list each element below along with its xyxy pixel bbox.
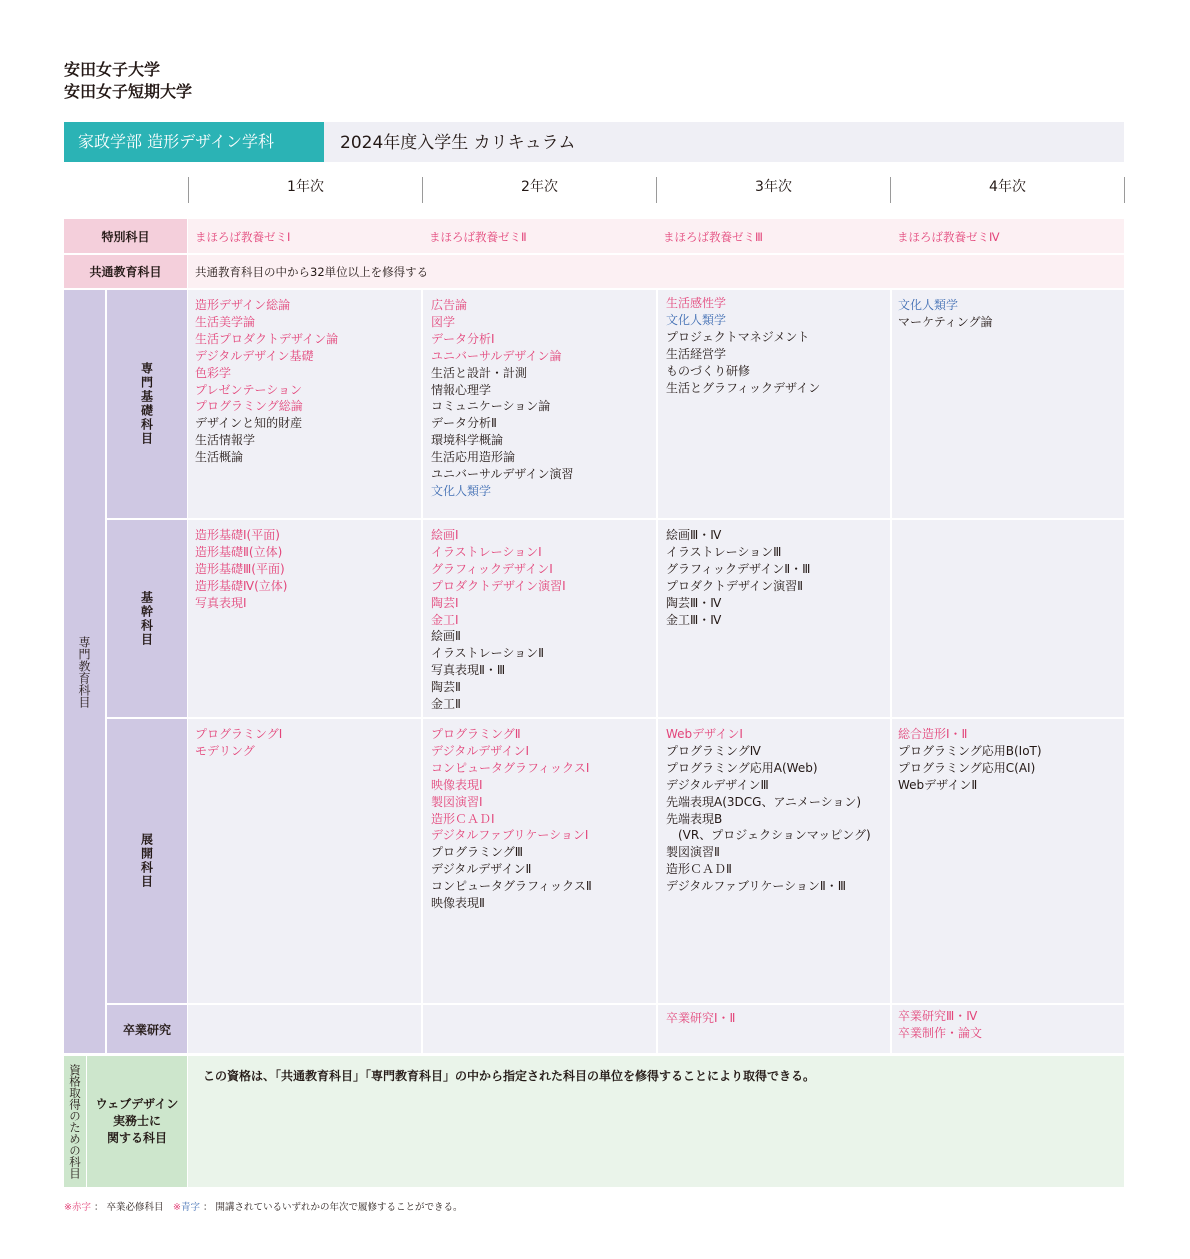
- subject-item: 生活概論: [195, 450, 244, 465]
- year-header-2: 2年次: [521, 179, 558, 195]
- subject-item: 映像表現Ⅰ: [431, 777, 483, 792]
- subject-list: [898, 726, 1124, 794]
- subject-item: プログラミング総論: [195, 399, 303, 414]
- subject-item: デジタルデザイン基礎: [195, 348, 314, 363]
- blue-note-word: 青字: [181, 1202, 201, 1213]
- subject-item: プログラミングⅢ: [431, 845, 524, 860]
- subject-item: 卒業制作・論文: [898, 1025, 983, 1040]
- special-subjects-row: [188, 219, 1124, 253]
- common-education-row: [188, 255, 1124, 288]
- subject-list: [431, 527, 656, 713]
- common-education-label: 共通教育科目: [64, 255, 187, 288]
- red-note-desc: ： 卒業必修科目: [90, 1202, 174, 1213]
- title-bar: [64, 122, 1124, 162]
- curriculum-title: 2024年度入学生 カリキュラム: [340, 133, 576, 153]
- subject-item: 環境科学概論: [431, 433, 504, 448]
- subject-item: コミュニケーション論: [431, 399, 551, 414]
- subject-item: 先端表現B: [666, 811, 723, 826]
- basic-specialized-y2-cell: [423, 290, 656, 518]
- university-name: 安田女子大学: [64, 60, 161, 79]
- graduation-research-label: 卒業研究: [107, 1005, 187, 1053]
- subject-item: 先端表現A(3DCG、アニメーション): [666, 794, 862, 809]
- subject-item: 絵画Ⅲ・Ⅳ: [666, 528, 722, 542]
- subject-item: デジタルファブリケーションⅠ: [431, 828, 589, 843]
- subject-item: プログラミングⅡ: [431, 727, 521, 741]
- applied-subjects-y1-cell: [188, 719, 421, 1003]
- subject-list: [195, 726, 421, 760]
- subject-item: 絵画Ⅰ: [431, 528, 459, 542]
- subject-item: データ分析Ⅰ: [431, 331, 495, 346]
- subject-item: 陶芸Ⅱ: [431, 680, 461, 695]
- subject-item: グラフィックデザインⅠ: [431, 561, 553, 576]
- subject-item: イラストレーションⅢ: [666, 544, 782, 559]
- basic-specialized-label: 専門基礎科目: [107, 290, 187, 518]
- subject-item: 生活とグラフィックデザイン: [666, 380, 821, 395]
- subject-item: マーケティング論: [898, 314, 993, 329]
- department-label: 家政学部 造形デザイン学科: [64, 122, 324, 162]
- subject-item: 卒業研究Ⅰ・Ⅱ: [666, 1011, 736, 1025]
- applied-subjects-y3-cell: [658, 719, 890, 1003]
- subject-item: 絵画Ⅱ: [431, 629, 461, 644]
- subject-list: [898, 297, 1124, 331]
- subject-item: 色彩学: [195, 365, 232, 380]
- subject-item: 造形基礎Ⅲ(平面): [195, 561, 285, 576]
- subject-item: コンピュータグラフィックスⅡ: [431, 879, 592, 894]
- applied-subjects-label: 展開科目: [107, 719, 187, 1003]
- qualification-text: この資格は、「共通教育科目」「専門教育科目」の中から指定された科目の単位を修得することにより取得できる。: [203, 1069, 816, 1083]
- subject-item: 映像表現Ⅱ: [431, 896, 485, 911]
- subject-item: 生活と設計・計測: [431, 365, 528, 380]
- subject-item: 写真表現Ⅱ・Ⅲ: [431, 663, 506, 678]
- subject-item: モデリング: [195, 743, 255, 758]
- special-subject-y4: まほろば教養ゼミⅣ: [897, 230, 1000, 244]
- qualification-label-cell: [87, 1056, 187, 1187]
- subject-item: 生活プロダクトデザイン論: [195, 331, 339, 346]
- legend-footnote: [64, 1199, 463, 1213]
- subject-item: 生活経営学: [666, 346, 727, 361]
- subject-item: 製図演習Ⅱ: [666, 845, 720, 860]
- applied-subjects-y2-cell: [423, 719, 656, 1003]
- subject-item: (VR、プロジェクションマッピング): [666, 828, 871, 843]
- core-subjects-y3-cell: [658, 520, 890, 717]
- subject-item: デジタルデザインⅢ: [666, 777, 769, 792]
- specialized-education-label: 専門教育科目: [64, 290, 105, 1053]
- subject-item: プロダクトデザイン演習Ⅱ: [666, 578, 804, 593]
- subject-item: イラストレーションⅡ: [431, 646, 545, 661]
- subject-item: プログラミング応用B(IoT): [898, 743, 1042, 758]
- subject-item: プログラミングⅠ: [195, 727, 283, 741]
- subject-item: 造形基礎Ⅰ(平面): [195, 528, 280, 542]
- special-subjects-label: 特別科目: [64, 219, 187, 253]
- subject-list: [431, 297, 656, 500]
- subject-item: 図学: [431, 314, 456, 329]
- subject-item: データ分析Ⅱ: [431, 416, 497, 431]
- college-name: 安田女子短期大学: [64, 82, 193, 101]
- subject-item: プログラミング応用C(AI): [898, 760, 1036, 775]
- special-subject-y2: まほろば教養ゼミⅡ: [429, 230, 527, 244]
- subject-item: 金工Ⅱ: [431, 697, 461, 712]
- subject-item: 陶芸Ⅰ: [431, 595, 459, 610]
- basic-specialized-y4-cell: [892, 290, 1124, 518]
- subject-item: 文化人類学: [431, 483, 492, 498]
- year-divider: [1124, 177, 1125, 203]
- subject-list: [431, 726, 656, 912]
- subject-item: ユニバーサルデザイン論: [431, 348, 562, 363]
- graduation-y4-cell: [892, 1005, 1124, 1053]
- red-note-prefix: ※: [64, 1202, 72, 1213]
- subject-item: ユニバーサルデザイン演習: [431, 467, 574, 482]
- core-subjects-y2-cell: [423, 520, 656, 717]
- subject-item: 総合造形Ⅰ・Ⅱ: [898, 727, 968, 741]
- subject-list: [666, 527, 890, 628]
- subject-item: プレゼンテーション: [195, 382, 303, 397]
- subject-item: 造形ＣＡＤⅡ: [666, 862, 732, 877]
- subject-item: コンピュータグラフィックスⅠ: [431, 760, 590, 775]
- qualification-outer-label: 資格取得のための科目: [64, 1056, 86, 1187]
- subject-item: デザインと知的財産: [195, 416, 303, 431]
- subject-item: グラフィックデザインⅡ・Ⅲ: [666, 561, 811, 576]
- subject-item: 造形基礎Ⅳ(立体): [195, 578, 288, 593]
- subject-item: デジタルデザインⅠ: [431, 743, 529, 758]
- subject-list: [898, 1008, 1124, 1042]
- subject-item: WebデザインⅡ: [898, 777, 978, 792]
- red-note-word: 赤字: [71, 1202, 91, 1213]
- subject-item: プログラミングⅣ: [666, 743, 761, 758]
- subject-item: 製図演習Ⅰ: [431, 794, 483, 809]
- subject-item: 金工Ⅲ・Ⅳ: [666, 612, 722, 627]
- common-education-text: 共通教育科目の中から32単位以上を修得する: [195, 265, 429, 279]
- subject-list: [666, 295, 890, 396]
- subject-list: [666, 726, 890, 895]
- special-subject-y1: まほろば教養ゼミⅠ: [195, 230, 291, 244]
- subject-item: 造形デザイン総論: [195, 298, 291, 312]
- subject-item: プログラミング応用A(Web): [666, 760, 818, 775]
- subject-item: 卒業研究Ⅲ・Ⅳ: [898, 1009, 978, 1023]
- special-subject-y3: まほろば教養ゼミⅢ: [663, 230, 763, 244]
- subject-item: 生活応用造形論: [431, 450, 516, 465]
- subject-list: [666, 1010, 890, 1027]
- graduation-y3-cell: [658, 1005, 890, 1053]
- basic-specialized-y3-cell: [658, 290, 890, 518]
- subject-item: ものづくり研修: [666, 363, 751, 378]
- subject-item: 金工Ⅰ: [431, 612, 459, 627]
- blue-note-prefix: ※: [173, 1202, 181, 1213]
- subject-list: [195, 527, 421, 612]
- subject-item: 生活感性学: [666, 296, 727, 310]
- subject-list: [195, 297, 421, 466]
- qualification-row: [188, 1056, 1124, 1187]
- basic-specialized-y1-cell: [188, 290, 421, 518]
- core-subjects-label: 基幹科目: [107, 520, 187, 717]
- subject-item: 写真表現Ⅰ: [195, 595, 247, 610]
- subject-item: 情報心理学: [431, 382, 492, 397]
- qualification-label: ウェブデザイン 実務士に 関する科目: [95, 1097, 179, 1145]
- graduation-y2-cell: [423, 1005, 656, 1053]
- subject-item: 陶芸Ⅲ・Ⅳ: [666, 595, 722, 610]
- year-header-1: 1年次: [287, 179, 324, 195]
- core-subjects-y4-cell: [892, 520, 1124, 717]
- subject-item: 造形基礎Ⅱ(立体): [195, 544, 283, 559]
- subject-item: 文化人類学: [898, 298, 959, 312]
- core-subjects-y1-cell: [188, 520, 421, 717]
- graduation-y1-cell: [188, 1005, 421, 1053]
- subject-item: 造形ＣＡＤⅠ: [431, 811, 495, 826]
- subject-item: デジタルデザインⅡ: [431, 862, 532, 877]
- subject-item: 広告論: [431, 298, 468, 312]
- applied-subjects-y4-cell: [892, 719, 1124, 1003]
- subject-item: デジタルファブリケーションⅡ・Ⅲ: [666, 879, 847, 894]
- subject-item: イラストレーションⅠ: [431, 544, 542, 559]
- subject-item: プロダクトデザイン演習Ⅰ: [431, 578, 566, 593]
- subject-item: プロジェクトマネジメント: [666, 329, 810, 344]
- year-header-4: 4年次: [989, 179, 1026, 195]
- year-header-3: 3年次: [755, 179, 792, 195]
- subject-item: WebデザインⅠ: [666, 727, 743, 741]
- blue-note-desc: ： 開講されているいずれかの年次で履修することができる。: [200, 1202, 463, 1213]
- subject-item: 文化人類学: [666, 312, 727, 327]
- subject-item: 生活美学論: [195, 314, 256, 329]
- subject-item: 生活情報学: [195, 433, 256, 448]
